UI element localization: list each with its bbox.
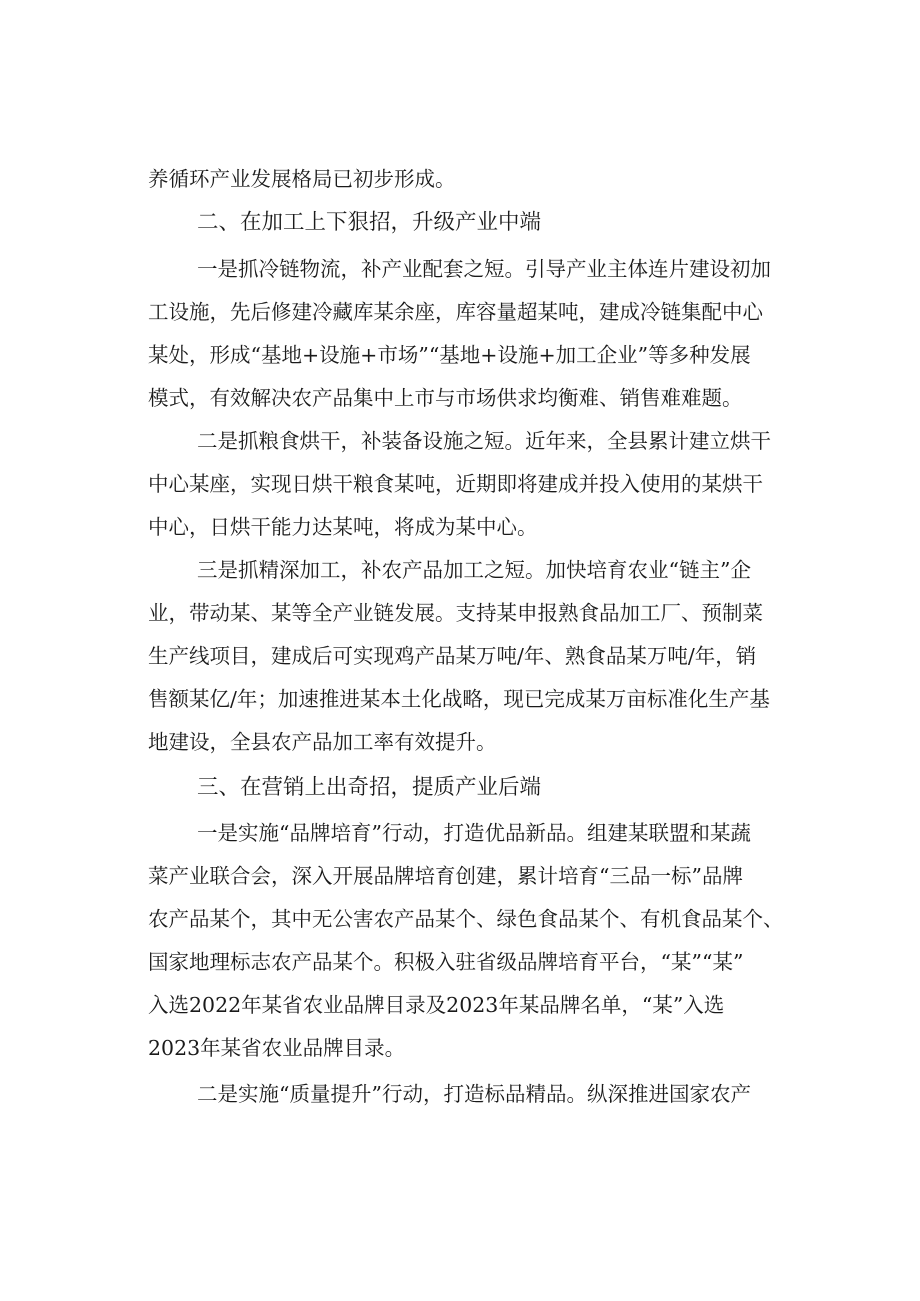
- text-line: 中心，日烘干能力达某吨，将成为某中心。: [148, 515, 538, 539]
- text-line: 模式，有效解决农产品集中上市与市场供求均衡难、销售难难题。: [148, 386, 743, 410]
- text-line: 中心某座，实现日烘干粮食某吨，近期即将建成并投入使用的某烘干: [148, 472, 763, 496]
- text-line: 国家地理标志农产品某个。积极入驻省级品牌培育平台，“某”“某”: [148, 950, 744, 974]
- text-line: 2023年某省农业品牌目录。: [148, 1036, 406, 1060]
- text-line: 一是实施“品牌培育”行动，打造优品新品。组建某联盟和某蔬: [197, 821, 751, 845]
- text-line: 养循环产业发展格局已初步形成。: [148, 167, 456, 191]
- text-line: 一是抓冷链物流，补产业配套之短。引导产业主体连片建设初加: [197, 257, 771, 281]
- section-heading: 三、在营销上出奇招，提质产业后端: [197, 775, 542, 800]
- text-line: 地建设，全县农产品加工率有效提升。: [148, 730, 497, 754]
- text-line: 售额某亿/年；加速推进某本土化战略，现已完成某万亩标准化生产基: [148, 687, 770, 711]
- text-line: 业，带动某、某等全产业链发展。支持某申报熟食品加工厂、预制菜: [148, 601, 763, 625]
- text-line: 入选2022年某省农业品牌目录及2023年某品牌名单，“某”入选: [148, 993, 725, 1017]
- text-line: 工设施，先后修建冷藏库某余座，库容量超某吨，建成冷链集配中心: [148, 300, 763, 324]
- text-line: 菜产业联合会，深入开展品牌培育创建，累计培育“三品一标”品牌: [148, 864, 743, 888]
- text-line: 某处，形成“基地+设施+市场”“基地+设施+加工企业”等多种发展: [148, 343, 751, 367]
- text-line: 二是实施“质量提升”行动，打造标品精品。纵深推进国家农产: [197, 1082, 751, 1106]
- text-line: 三是抓精深加工，补农产品加工之短。加快培育农业“链主”企: [197, 558, 751, 582]
- text-line: 二是抓粮食烘干，补装备设施之短。近年来，全县累计建立烘干: [197, 429, 771, 453]
- text-line: 农产品某个，其中无公害农产品某个、绿色食品某个、有机食品某个、: [148, 907, 784, 931]
- text-line: 生产线项目，建成后可实现鸡产品某万吨/年、熟食品某万吨/年，销: [148, 644, 757, 668]
- section-heading: 二、在加工上下狠招，升级产业中端: [197, 210, 542, 235]
